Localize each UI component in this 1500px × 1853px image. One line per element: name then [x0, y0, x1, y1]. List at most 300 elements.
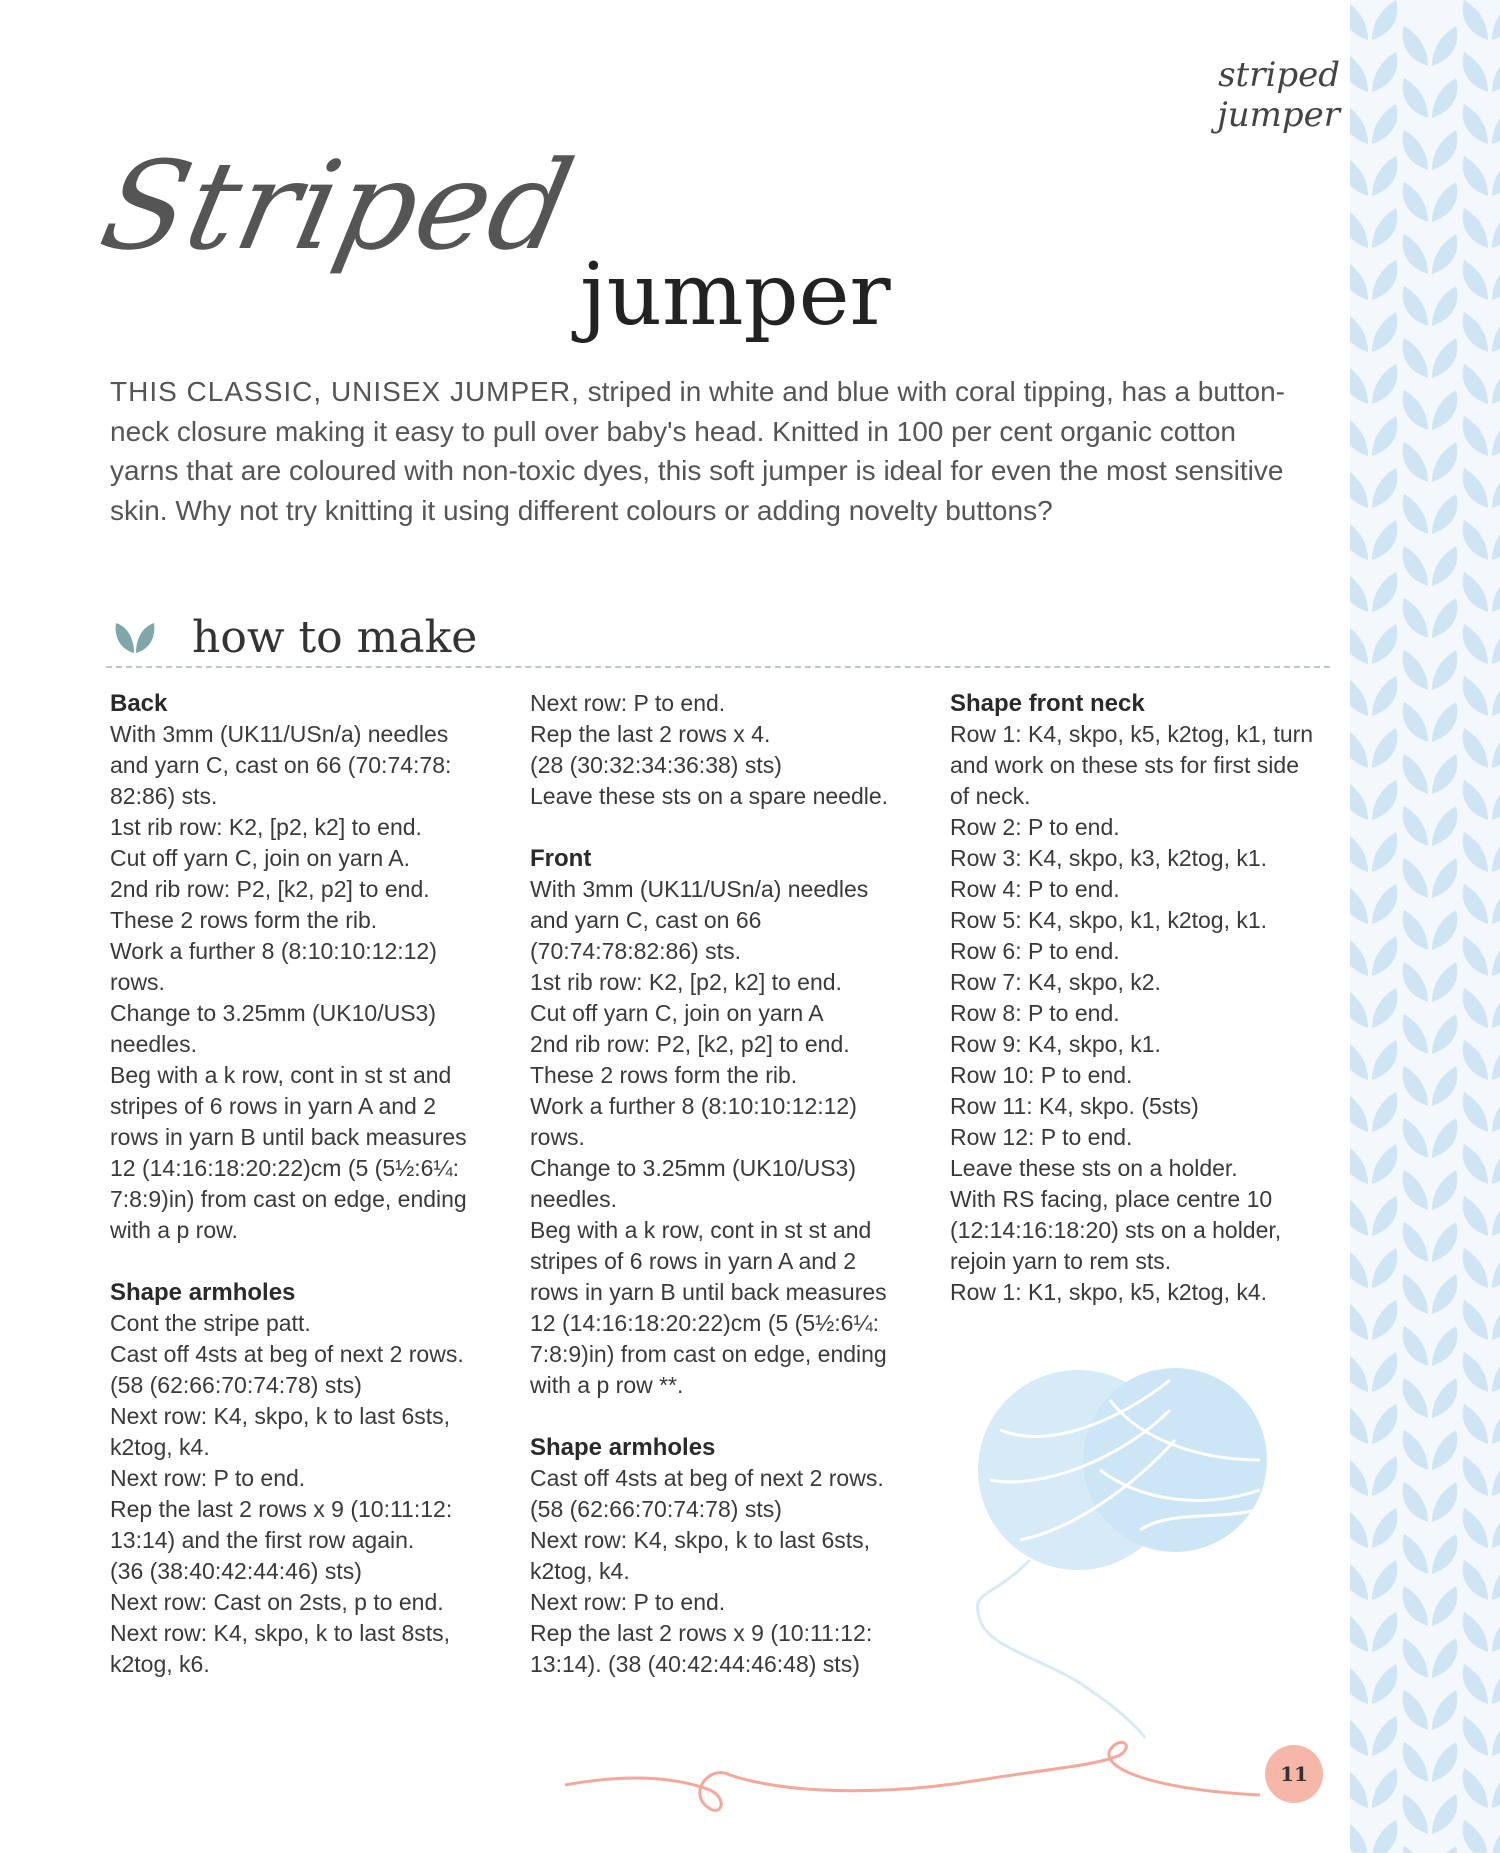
stitch-left-leaf: [1350, 1612, 1368, 1652]
section-title: how to make: [192, 612, 478, 663]
stitch-right-leaf: [1372, 1456, 1397, 1496]
stitch-left-leaf: [1403, 1326, 1428, 1366]
stitch-left-leaf: [1463, 1196, 1488, 1236]
stitch-left-leaf: [1463, 520, 1488, 560]
stitch-right-leaf: [1372, 1300, 1397, 1340]
instruction-line: stripes of 6 rows in yarn A and 2: [530, 1248, 857, 1274]
stitch-right-leaf: [1432, 1170, 1457, 1210]
stitch-right-leaf: [1492, 1768, 1500, 1808]
instruction-line: These 2 rows form the rib.: [530, 1062, 798, 1088]
stitch-right-leaf: [1372, 52, 1397, 92]
stitch-right-leaf: [1372, 884, 1397, 924]
instruction-line: (58 (62:66:70:74:78) sts): [110, 1372, 362, 1398]
stitch-left-leaf: [1403, 130, 1428, 170]
running-head: striped jumper: [1217, 55, 1340, 135]
stitch-right-leaf: [1492, 208, 1500, 248]
instruction-line: Change to 3.25mm (UK10/US3): [530, 1155, 856, 1181]
instruction-line: rejoin yarn to rem sts.: [950, 1248, 1172, 1274]
stitch-right-leaf: [1492, 468, 1500, 508]
instruction-line: Work a further 8 (8:10:10:12:12): [110, 938, 437, 964]
stitch-left-leaf: [1350, 1768, 1368, 1808]
stitch-right-leaf: [1372, 1404, 1397, 1444]
stitch-right-leaf: [1372, 728, 1397, 768]
stitch-left-leaf: [1350, 104, 1368, 144]
instruction-line: 82:86) sts.: [110, 783, 218, 809]
stitch-right-leaf: [1372, 1768, 1397, 1808]
stitch-left-leaf: [1403, 78, 1428, 118]
stitch-left-leaf: [1463, 1040, 1488, 1080]
stitch-right-leaf: [1492, 52, 1500, 92]
stitch-right-leaf: [1492, 1092, 1500, 1132]
stitch-left-leaf: [1463, 208, 1488, 248]
stitch-right-leaf: [1432, 1430, 1457, 1470]
instruction-line: Next row: K4, skpo, k to last 8sts,: [110, 1620, 451, 1646]
stitch-right-leaf: [1432, 26, 1457, 66]
instruction-line: k2tog, k4.: [530, 1558, 630, 1584]
stitch-left-leaf: [1403, 754, 1428, 794]
stitch-left-leaf: [1350, 416, 1368, 456]
stitch-left-leaf: [1350, 676, 1368, 716]
stitch-left-leaf: [1403, 1014, 1428, 1054]
stitch-right-leaf: [1432, 1638, 1457, 1678]
intro-body: striped in white and blue with coral tipping, has a button-neck closure making it easy to pull over baby's head. Knitted in 100 per cent organic cotton yarns that are coloured with non-toxic dyes, this soft jumper is ideal for even the most sensitive skin. Why not try knitting it using different colours or adding novelty buttons?: [110, 376, 1285, 526]
stitch-left-leaf: [1403, 1742, 1428, 1782]
intro-paragraph: [110, 372, 1310, 530]
stitch-left-leaf: [1403, 1638, 1428, 1678]
stitch-left-leaf: [1350, 0, 1368, 40]
stitch-left-leaf: [1463, 884, 1488, 924]
instruction-line: with a p row.: [110, 1217, 238, 1243]
stitch-left-leaf: [1463, 832, 1488, 872]
stitch-right-leaf: [1492, 364, 1500, 404]
stitch-left-leaf: [1350, 1820, 1368, 1853]
stitch-left-leaf: [1403, 702, 1428, 742]
stitch-left-leaf: [1463, 52, 1488, 92]
stitch-right-leaf: [1492, 1040, 1500, 1080]
stitch-left-leaf: [1350, 1456, 1368, 1496]
instruction-line: stripes of 6 rows in yarn A and 2: [110, 1093, 437, 1119]
stitch-right-leaf: [1492, 884, 1500, 924]
stitch-left-leaf: [1350, 1664, 1368, 1704]
stitch-right-leaf: [1492, 1664, 1500, 1704]
stitch-left-leaf: [1463, 936, 1488, 976]
stitch-right-leaf: [1372, 988, 1397, 1028]
instruction-line: Leave these sts on a spare needle.: [530, 783, 889, 809]
stitch-left-leaf: [1350, 884, 1368, 924]
stitch-right-leaf: [1492, 1144, 1500, 1184]
stitch-right-leaf: [1432, 1118, 1457, 1158]
instruction-line: Rep the last 2 rows x 9 (10:11:12:: [530, 1620, 873, 1646]
instruction-line: with a p row **.: [530, 1372, 684, 1398]
instruction-line: Row 4: P to end.: [950, 876, 1120, 902]
instruction-line: Cut off yarn C, join on yarn A: [530, 1000, 824, 1026]
stitch-right-leaf: [1372, 208, 1397, 248]
stitch-right-leaf: [1372, 1092, 1397, 1132]
stitch-left-leaf: [1350, 988, 1368, 1028]
instruction-line: needles.: [530, 1186, 617, 1212]
stitch-right-leaf: [1372, 1248, 1397, 1288]
instruction-heading: Front: [530, 845, 592, 872]
instruction-line: Row 2: P to end.: [950, 814, 1120, 840]
stitch-right-leaf: [1372, 676, 1397, 716]
instruction-line: Rep the last 2 rows x 9 (10:11:12:: [110, 1496, 453, 1522]
instruction-line: Row 10: P to end.: [950, 1062, 1133, 1088]
stitch-right-leaf: [1432, 78, 1457, 118]
stitch-left-leaf: [1403, 598, 1428, 638]
stitch-right-leaf: [1492, 156, 1500, 196]
instruction-line: Cast off 4sts at beg of next 2 rows.: [530, 1465, 884, 1491]
stitch-left-leaf: [1463, 104, 1488, 144]
stitch-left-leaf: [1350, 520, 1368, 560]
stitch-left-leaf: [1403, 26, 1428, 66]
stitch-left-leaf: [1463, 1248, 1488, 1288]
stitch-left-leaf: [1403, 234, 1428, 274]
stitch-left-leaf: [1463, 572, 1488, 612]
stitch-right-leaf: [1492, 1404, 1500, 1444]
stitch-right-leaf: [1372, 572, 1397, 612]
instruction-line: Next row: K4, skpo, k to last 6sts,: [530, 1527, 871, 1553]
stitch-left-leaf: [1350, 936, 1368, 976]
stitch-left-leaf: [1350, 832, 1368, 872]
instruction-line: rows in yarn B until back measures: [110, 1124, 467, 1150]
stitch-right-leaf: [1492, 1716, 1500, 1756]
stitch-right-leaf: [1432, 1482, 1457, 1522]
stitch-left-leaf: [1403, 858, 1428, 898]
stitch-right-leaf: [1372, 1716, 1397, 1756]
stitch-right-leaf: [1372, 468, 1397, 508]
instruction-line: Row 6: P to end.: [950, 938, 1120, 964]
stitch-right-leaf: [1432, 1690, 1457, 1730]
title-script: Striped: [89, 135, 586, 277]
stitch-left-leaf: [1403, 390, 1428, 430]
stitch-left-leaf: [1463, 416, 1488, 456]
stitch-right-leaf: [1372, 520, 1397, 560]
stitch-right-leaf: [1372, 104, 1397, 144]
stitch-right-leaf: [1372, 1508, 1397, 1548]
stitch-left-leaf: [1350, 1300, 1368, 1340]
stitch-right-leaf: [1432, 754, 1457, 794]
stitch-left-leaf: [1403, 1222, 1428, 1262]
stitch-right-leaf: [1492, 988, 1500, 1028]
stitch-left-leaf: [1350, 1508, 1368, 1548]
stitch-right-leaf: [1372, 1196, 1397, 1236]
instruction-line: and work on these sts for first side: [950, 752, 1299, 778]
instruction-line: Beg with a k row, cont in st st and: [530, 1217, 872, 1243]
instruction-line: of neck.: [950, 783, 1031, 809]
instruction-line: 2nd rib row: P2, [k2, p2] to end.: [110, 876, 430, 902]
stitch-right-leaf: [1432, 546, 1457, 586]
instruction-line: 13:14) and the first row again.: [110, 1527, 415, 1553]
instruction-line: Leave these sts on a holder.: [950, 1155, 1238, 1181]
stitch-right-leaf: [1492, 1456, 1500, 1496]
stitch-left-leaf: [1350, 572, 1368, 612]
column-spacer: [530, 1401, 910, 1432]
column-spacer: [530, 812, 910, 843]
stitch-left-leaf: [1463, 624, 1488, 664]
stitch-left-leaf: [1403, 806, 1428, 846]
instruction-line: With RS facing, place centre 10: [950, 1186, 1273, 1212]
instruction-line: needles.: [110, 1031, 197, 1057]
instruction-line: These 2 rows form the rib.: [110, 907, 378, 933]
stitch-left-leaf: [1403, 546, 1428, 586]
stitch-left-leaf: [1350, 364, 1368, 404]
stitch-left-leaf: [1403, 1118, 1428, 1158]
stitch-right-leaf: [1492, 0, 1500, 40]
stitch-left-leaf: [1463, 1716, 1488, 1756]
instruction-heading: Shape armholes: [110, 1279, 296, 1306]
stitch-left-leaf: [1463, 1300, 1488, 1340]
stitch-right-leaf: [1372, 1040, 1397, 1080]
stitch-right-leaf: [1372, 832, 1397, 872]
stitch-right-leaf: [1372, 0, 1397, 40]
instruction-line: Beg with a k row, cont in st st and: [110, 1062, 452, 1088]
instruction-line: Row 11: K4, skpo. (5sts): [950, 1093, 1199, 1119]
stitch-left-leaf: [1463, 0, 1488, 40]
stitch-left-leaf: [1350, 312, 1368, 352]
stitch-right-leaf: [1432, 910, 1457, 950]
stitch-right-leaf: [1372, 1352, 1397, 1392]
stitch-left-leaf: [1403, 962, 1428, 1002]
stitch-right-leaf: [1432, 1742, 1457, 1782]
instruction-line: and yarn C, cast on 66 (70:74:78:: [110, 752, 452, 778]
instruction-line: 13:14). (38 (40:42:44:46:48) sts): [530, 1651, 860, 1677]
instruction-heading: Shape armholes: [530, 1434, 716, 1461]
stitch-left-leaf: [1463, 260, 1488, 300]
instructions-column-1: [110, 688, 490, 1680]
stitch-left-leaf: [1463, 728, 1488, 768]
stitch-left-leaf: [1463, 780, 1488, 820]
instruction-line: Row 1: K1, skpo, k5, k2tog, k4.: [950, 1279, 1268, 1305]
stitch-right-leaf: [1372, 1820, 1397, 1853]
stitch-right-leaf: [1372, 1612, 1397, 1652]
stitch-left-leaf: [1463, 988, 1488, 1028]
stitch-right-leaf: [1432, 130, 1457, 170]
instruction-line: Work a further 8 (8:10:10:12:12) rows.: [530, 1093, 857, 1150]
stitch-right-leaf: [1492, 832, 1500, 872]
stitch-right-leaf: [1492, 780, 1500, 820]
instruction-line: Next row: P to end.: [530, 1589, 726, 1615]
instruction-line: 7:8:9)in) from cast on edge, ending: [530, 1341, 887, 1367]
instruction-line: Cut off yarn C, join on yarn A.: [110, 845, 411, 871]
instruction-line: rows.: [110, 969, 165, 995]
instruction-line: Row 12: P to end.: [950, 1124, 1133, 1150]
stitch-left-leaf: [1463, 1352, 1488, 1392]
instruction-line: (12:14:16:18:20) sts on a holder,: [950, 1217, 1282, 1243]
stitch-left-leaf: [1350, 1196, 1368, 1236]
stitch-left-leaf: [1463, 1664, 1488, 1704]
stitch-right-leaf: [1432, 442, 1457, 482]
stitch-right-leaf: [1432, 338, 1457, 378]
stitch-left-leaf: [1403, 286, 1428, 326]
stitch-left-leaf: [1403, 1534, 1428, 1574]
stitch-left-leaf: [1403, 1794, 1428, 1834]
stitch-left-leaf: [1403, 1378, 1428, 1418]
instruction-line: (70:74:78:82:86) sts.: [530, 938, 741, 964]
knit-stitch-border: [1350, 0, 1500, 1853]
stitch-right-leaf: [1432, 858, 1457, 898]
stitch-right-leaf: [1372, 780, 1397, 820]
stitch-right-leaf: [1432, 598, 1457, 638]
stitch-left-leaf: [1350, 156, 1368, 196]
stitch-left-leaf: [1463, 1768, 1488, 1808]
instruction-line: With 3mm (UK11/USn/a) needles: [110, 721, 449, 747]
stitch-right-leaf: [1432, 806, 1457, 846]
stitch-right-leaf: [1492, 520, 1500, 560]
instruction-line: (28 (30:32:34:36:38) sts): [530, 752, 782, 778]
instruction-heading: Back: [110, 690, 168, 717]
stitch-right-leaf: [1432, 1586, 1457, 1626]
stitch-right-leaf: [1372, 260, 1397, 300]
stitch-right-leaf: [1492, 1508, 1500, 1548]
stitch-left-leaf: [1463, 1560, 1488, 1600]
instruction-line: Row 7: K4, skpo, k2.: [950, 969, 1161, 995]
stitch-right-leaf: [1372, 1560, 1397, 1600]
stitch-right-leaf: [1372, 364, 1397, 404]
stitch-left-leaf: [1463, 312, 1488, 352]
stitch-right-leaf: [1492, 416, 1500, 456]
stitch-right-leaf: [1432, 234, 1457, 274]
stitch-left-leaf: [1463, 1092, 1488, 1132]
instruction-line: Next row: P to end.: [110, 1465, 306, 1491]
stitch-right-leaf: [1372, 624, 1397, 664]
stitch-left-leaf: [1350, 208, 1368, 248]
stitch-left-leaf: [1403, 1170, 1428, 1210]
instruction-line: k2tog, k6.: [110, 1651, 210, 1677]
instruction-line: Next row: P to end.: [530, 690, 726, 716]
stitch-left-leaf: [1350, 780, 1368, 820]
stitch-left-leaf: [1463, 676, 1488, 716]
stitch-right-leaf: [1372, 416, 1397, 456]
stitch-left-leaf: [1403, 1066, 1428, 1106]
stitch-left-leaf: [1403, 1846, 1428, 1853]
instruction-line: 12 (14:16:18:20:22)cm (5 (5½:6¼:: [110, 1155, 460, 1181]
stitch-right-leaf: [1492, 1560, 1500, 1600]
stitch-right-leaf: [1432, 650, 1457, 690]
page-number: 11: [1265, 1745, 1323, 1803]
instruction-line: Change to 3.25mm (UK10/US3): [110, 1000, 436, 1026]
stitch-right-leaf: [1492, 260, 1500, 300]
instruction-line: Cast off 4sts at beg of next 2 rows.: [110, 1341, 464, 1367]
instruction-line: 7:8:9)in) from cast on edge, ending: [110, 1186, 467, 1212]
instruction-line: Rep the last 2 rows x 4.: [530, 721, 771, 747]
instruction-line: Cont the stripe patt.: [110, 1310, 311, 1336]
dashed-divider: [106, 666, 1330, 668]
instruction-line: Row 9: K4, skpo, k1.: [950, 1031, 1161, 1057]
stitch-right-leaf: [1432, 390, 1457, 430]
stitch-left-leaf: [1463, 156, 1488, 196]
stitch-right-leaf: [1432, 1066, 1457, 1106]
instruction-line: k2tog, k4.: [110, 1434, 210, 1460]
stitch-right-leaf: [1432, 286, 1457, 326]
stitch-left-leaf: [1350, 260, 1368, 300]
stitch-left-leaf: [1403, 910, 1428, 950]
stitch-right-leaf: [1432, 1014, 1457, 1054]
stitch-right-leaf: [1432, 702, 1457, 742]
stitch-right-leaf: [1432, 1222, 1457, 1262]
instruction-line: 1st rib row: K2, [p2, k2] to end.: [530, 969, 842, 995]
stitch-right-leaf: [1372, 936, 1397, 976]
stitch-left-leaf: [1350, 468, 1368, 508]
stitch-right-leaf: [1372, 156, 1397, 196]
stitch-left-leaf: [1350, 52, 1368, 92]
intro-lead: THIS CLASSIC, UNISEX JUMPER,: [110, 376, 580, 407]
stitch-right-leaf: [1372, 1664, 1397, 1704]
stitch-right-leaf: [1492, 1820, 1500, 1853]
column-spacer: [110, 1246, 490, 1277]
stitch-left-leaf: [1350, 1092, 1368, 1132]
stitch-right-leaf: [1492, 624, 1500, 664]
stitch-right-leaf: [1372, 1144, 1397, 1184]
stitch-left-leaf: [1403, 1586, 1428, 1626]
stitch-left-leaf: [1463, 364, 1488, 404]
stitch-left-leaf: [1350, 1352, 1368, 1392]
leaf-icon: [110, 619, 160, 657]
stitch-right-leaf: [1432, 182, 1457, 222]
stitch-right-leaf: [1492, 676, 1500, 716]
instruction-line: Row 8: P to end.: [950, 1000, 1120, 1026]
stitch-left-leaf: [1350, 1404, 1368, 1444]
stitch-left-leaf: [1403, 182, 1428, 222]
stitch-left-leaf: [1463, 1144, 1488, 1184]
stitch-left-leaf: [1403, 1430, 1428, 1470]
instruction-line: Row 3: K4, skpo, k3, k2tog, k1.: [950, 845, 1268, 871]
stitch-left-leaf: [1350, 1248, 1368, 1288]
stitch-left-leaf: [1403, 650, 1428, 690]
stitch-left-leaf: [1403, 1274, 1428, 1314]
instruction-line: (58 (62:66:70:74:78) sts): [530, 1496, 782, 1522]
instruction-line: rows in yarn B until back measures: [530, 1279, 887, 1305]
instructions-column-3: [950, 688, 1330, 1308]
stitch-right-leaf: [1492, 728, 1500, 768]
stitch-right-leaf: [1432, 1534, 1457, 1574]
stitch-left-leaf: [1463, 1508, 1488, 1548]
stitch-right-leaf: [1372, 312, 1397, 352]
stitch-left-leaf: [1350, 1040, 1368, 1080]
stitch-right-leaf: [1432, 1378, 1457, 1418]
stitch-right-leaf: [1492, 1248, 1500, 1288]
stitch-right-leaf: [1492, 1352, 1500, 1392]
stitch-left-leaf: [1403, 1482, 1428, 1522]
stitch-left-leaf: [1463, 1820, 1488, 1853]
stitch-right-leaf: [1492, 312, 1500, 352]
stitch-left-leaf: [1403, 442, 1428, 482]
stitch-left-leaf: [1403, 494, 1428, 534]
stitch-right-leaf: [1492, 1300, 1500, 1340]
instruction-line: Row 1: K4, skpo, k5, k2tog, k1, turn: [950, 721, 1314, 747]
knit-stitch-pattern: [1350, 0, 1500, 1853]
stitch-left-leaf: [1463, 1612, 1488, 1652]
instruction-heading: Shape front neck: [950, 690, 1145, 717]
instruction-line: 2nd rib row: P2, [k2, p2] to end.: [530, 1031, 850, 1057]
instruction-line: 1st rib row: K2, [p2, k2] to end.: [110, 814, 422, 840]
stitch-right-leaf: [1492, 936, 1500, 976]
coral-squiggle-decoration: [560, 1735, 1280, 1815]
instruction-line: Next row: K4, skpo, k to last 6sts,: [110, 1403, 451, 1429]
title-main: jumper: [580, 245, 891, 345]
instruction-line: Next row: Cast on 2sts, p to end.: [110, 1589, 444, 1615]
stitch-left-leaf: [1350, 1716, 1368, 1756]
instruction-line: 12 (14:16:18:20:22)cm (5 (5½:6¼:: [530, 1310, 880, 1336]
stitch-right-leaf: [1432, 1794, 1457, 1834]
instructions-column-2: [530, 688, 910, 1680]
stitch-left-leaf: [1463, 1456, 1488, 1496]
stitch-right-leaf: [1432, 1846, 1457, 1853]
stitch-right-leaf: [1492, 104, 1500, 144]
stitch-left-leaf: [1463, 468, 1488, 508]
instruction-line: Row 5: K4, skpo, k1, k2tog, k1.: [950, 907, 1268, 933]
stitch-right-leaf: [1492, 1612, 1500, 1652]
instruction-line: (36 (38:40:42:44:46) sts): [110, 1558, 362, 1584]
